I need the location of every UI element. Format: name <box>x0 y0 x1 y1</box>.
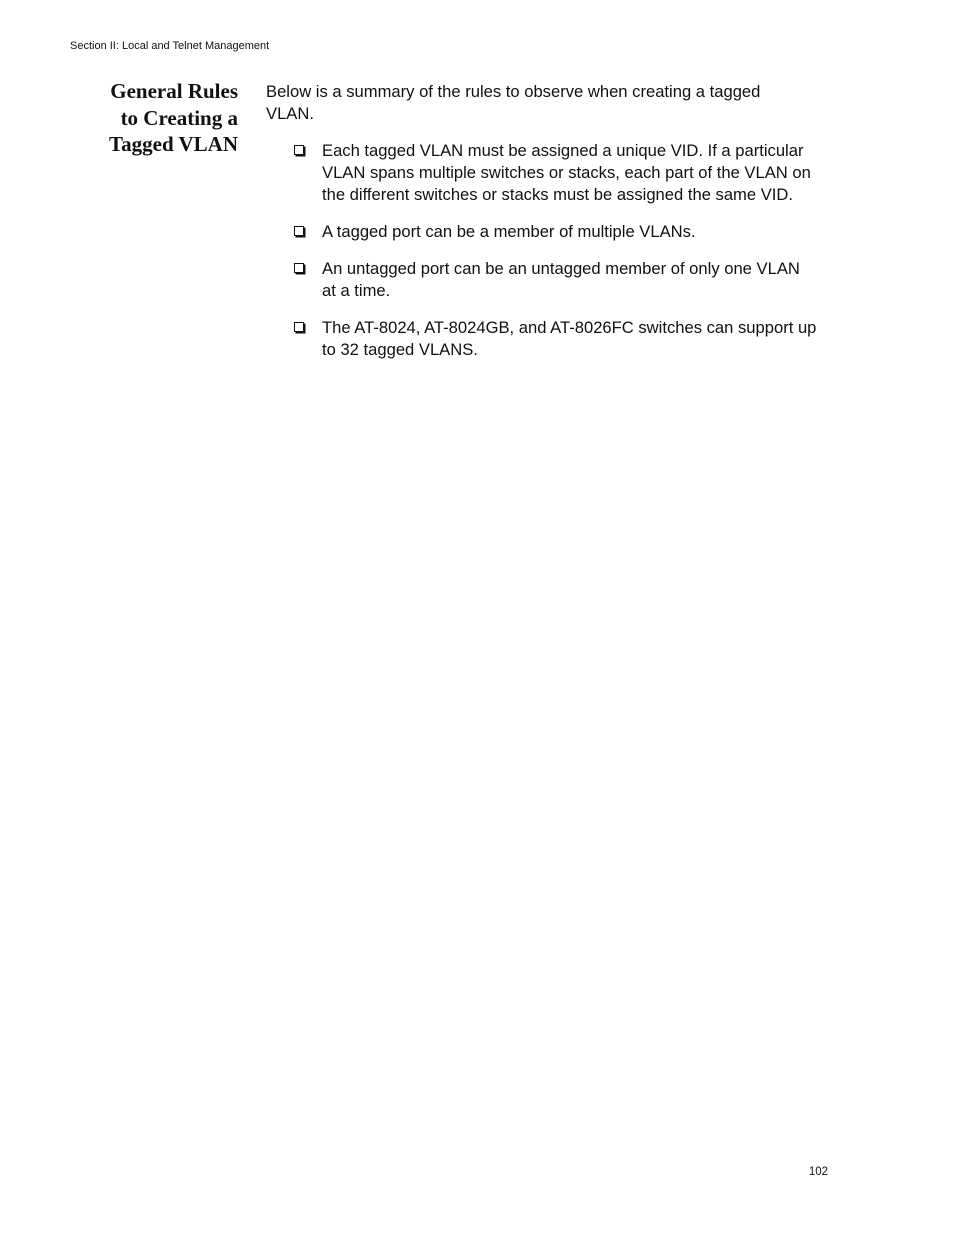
running-header: Section II: Local and Telnet Management <box>70 40 270 52</box>
section-heading-line: General Rules <box>110 79 238 103</box>
page-number: 102 <box>808 1166 828 1178</box>
checkbox-icon <box>294 226 304 236</box>
rules-list <box>294 140 834 376</box>
rule-text-line: An untagged port can be an untagged member of only one VLAN <box>322 259 800 278</box>
intro-line: VLAN. <box>266 104 314 123</box>
rule-item <box>294 140 834 206</box>
rule-text-line: the different switches or stacks must be assigned the same VID. <box>322 185 793 204</box>
intro-paragraph <box>266 81 826 125</box>
rule-text-line: Each tagged VLAN must be assigned a unique VID. If a particular <box>322 141 804 160</box>
section-heading <box>60 78 238 158</box>
intro-line: Below is a summary of the rules to observe when creating a tagged <box>266 82 761 101</box>
rule-item <box>294 221 834 243</box>
checkbox-icon <box>294 322 304 332</box>
rule-item <box>294 317 834 361</box>
rule-text-line: A tagged port can be a member of multiple VLANs. <box>322 222 696 241</box>
rule-item <box>294 258 834 302</box>
checkbox-icon <box>294 145 304 155</box>
section-heading-line: Tagged VLAN <box>109 132 238 156</box>
rule-text-line: to 32 tagged VLANS. <box>322 340 478 359</box>
rule-text-line: The AT-8024, AT-8024GB, and AT-8026FC switches can support up <box>322 318 817 337</box>
section-heading-line: to Creating a <box>120 105 238 130</box>
rule-text-line: at a time. <box>322 281 391 300</box>
rule-text-line: VLAN spans multiple switches or stacks, each part of the VLAN on <box>322 163 811 182</box>
checkbox-icon <box>294 263 304 273</box>
